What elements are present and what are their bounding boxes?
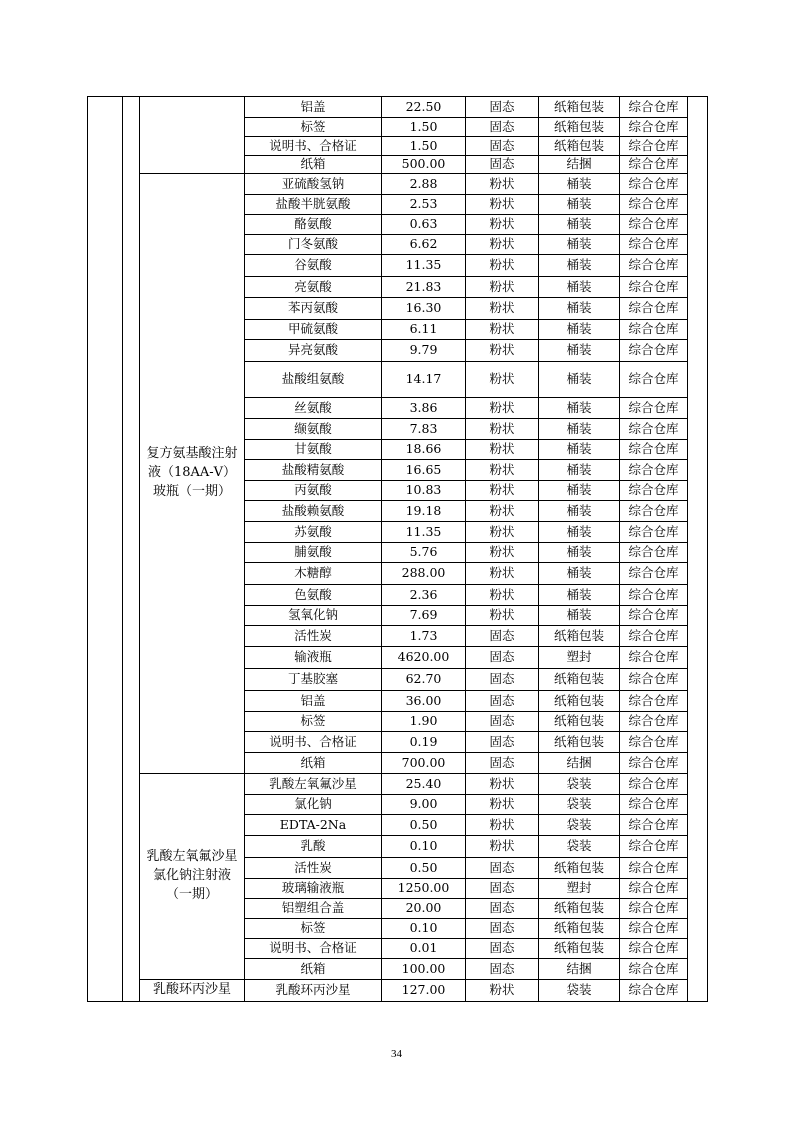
storage-location: 综合仓库	[620, 419, 688, 440]
packaging: 桶装	[539, 440, 620, 460]
packaging: 桶装	[539, 419, 620, 440]
packaging: 桶装	[539, 563, 620, 585]
packaging: 桶装	[539, 362, 620, 398]
table-row	[88, 97, 708, 118]
table-row	[88, 980, 708, 1002]
material-name: 亮氨酸	[245, 277, 382, 298]
storage-location: 综合仓库	[620, 156, 688, 174]
material-name: 丙氨酸	[245, 481, 382, 501]
physical-form: 粉状	[466, 195, 539, 215]
packaging: 塑封	[539, 879, 620, 899]
packaging: 袋装	[539, 815, 620, 836]
storage-location: 综合仓库	[620, 460, 688, 481]
material-name: 说明书、合格证	[245, 732, 382, 753]
material-name: 活性炭	[245, 626, 382, 647]
physical-form: 粉状	[466, 340, 539, 362]
storage-location: 综合仓库	[620, 939, 688, 959]
packaging: 纸箱包装	[539, 137, 620, 156]
quantity: 1.73	[382, 626, 466, 647]
material-name: 玻璃输液瓶	[245, 879, 382, 899]
material-name: 标签	[245, 919, 382, 939]
packaging: 纸箱包装	[539, 691, 620, 712]
packaging: 桶装	[539, 195, 620, 215]
quantity: 9.79	[382, 340, 466, 362]
material-name: 纸箱	[245, 959, 382, 980]
packaging: 纸箱包装	[539, 669, 620, 691]
quantity: 11.35	[382, 255, 466, 277]
product-name: 乳酸环丙沙星	[140, 980, 245, 1002]
material-name: 盐酸赖氨酸	[245, 501, 382, 522]
storage-location: 综合仓库	[620, 647, 688, 669]
material-name: 酪氨酸	[245, 215, 382, 235]
material-name: 盐酸半胱氨酸	[245, 195, 382, 215]
material-name: 铝盖	[245, 97, 382, 118]
material-name: 氢氧化钠	[245, 606, 382, 626]
physical-form: 粉状	[466, 440, 539, 460]
physical-form: 固态	[466, 691, 539, 712]
physical-form: 固态	[466, 712, 539, 732]
quantity: 9.00	[382, 795, 466, 815]
packaging: 结捆	[539, 156, 620, 174]
packaging: 纸箱包装	[539, 97, 620, 118]
storage-location: 综合仓库	[620, 899, 688, 919]
physical-form: 固态	[466, 879, 539, 899]
storage-location: 综合仓库	[620, 980, 688, 1002]
material-name: 乳酸	[245, 836, 382, 858]
storage-location: 综合仓库	[620, 501, 688, 522]
materials-table	[87, 96, 708, 1002]
packaging: 塑封	[539, 647, 620, 669]
physical-form: 粉状	[466, 501, 539, 522]
packaging: 袋装	[539, 795, 620, 815]
packaging: 桶装	[539, 585, 620, 606]
packaging: 桶装	[539, 522, 620, 543]
physical-form: 粉状	[466, 255, 539, 277]
physical-form: 固态	[466, 156, 539, 174]
physical-form: 粉状	[466, 362, 539, 398]
product-name	[140, 97, 245, 174]
quantity: 2.88	[382, 174, 466, 195]
physical-form: 粉状	[466, 795, 539, 815]
quantity: 16.30	[382, 298, 466, 320]
packaging: 纸箱包装	[539, 626, 620, 647]
quantity: 0.50	[382, 815, 466, 836]
storage-location: 综合仓库	[620, 563, 688, 585]
page-number: 34	[391, 1048, 402, 1060]
physical-form: 粉状	[466, 277, 539, 298]
material-name: 说明书、合格证	[245, 137, 382, 156]
quantity: 16.65	[382, 460, 466, 481]
material-name: 纸箱	[245, 753, 382, 774]
quantity: 0.10	[382, 919, 466, 939]
storage-location: 综合仓库	[620, 398, 688, 419]
physical-form: 粉状	[466, 398, 539, 419]
storage-location: 综合仓库	[620, 959, 688, 980]
physical-form: 粉状	[466, 460, 539, 481]
physical-form: 粉状	[466, 235, 539, 255]
packaging: 纸箱包装	[539, 858, 620, 879]
storage-location: 综合仓库	[620, 606, 688, 626]
material-name: 标签	[245, 118, 382, 137]
physical-form: 粉状	[466, 585, 539, 606]
material-name: 苯丙氨酸	[245, 298, 382, 320]
material-name: 甘氨酸	[245, 440, 382, 460]
physical-form: 固态	[466, 939, 539, 959]
quantity: 11.35	[382, 522, 466, 543]
quantity: 19.18	[382, 501, 466, 522]
material-name: 氯化钠	[245, 795, 382, 815]
packaging: 结捆	[539, 959, 620, 980]
physical-form: 固态	[466, 137, 539, 156]
material-name: 异亮氨酸	[245, 340, 382, 362]
physical-form: 粉状	[466, 563, 539, 585]
quantity: 18.66	[382, 440, 466, 460]
quantity: 0.01	[382, 939, 466, 959]
material-name: 铝盖	[245, 691, 382, 712]
physical-form: 粉状	[466, 774, 539, 795]
material-name: 亚硫酸氢钠	[245, 174, 382, 195]
quantity: 0.50	[382, 858, 466, 879]
storage-location: 综合仓库	[620, 320, 688, 340]
packaging: 桶装	[539, 340, 620, 362]
physical-form: 粉状	[466, 815, 539, 836]
storage-location: 综合仓库	[620, 585, 688, 606]
quantity: 2.36	[382, 585, 466, 606]
material-name: 缬氨酸	[245, 419, 382, 440]
physical-form: 固态	[466, 669, 539, 691]
physical-form: 固态	[466, 919, 539, 939]
material-name: 盐酸精氨酸	[245, 460, 382, 481]
storage-location: 综合仓库	[620, 691, 688, 712]
packaging: 结捆	[539, 753, 620, 774]
storage-location: 综合仓库	[620, 97, 688, 118]
packaging: 桶装	[539, 215, 620, 235]
quantity: 0.19	[382, 732, 466, 753]
storage-location: 综合仓库	[620, 543, 688, 563]
material-name: 谷氨酸	[245, 255, 382, 277]
quantity: 1.50	[382, 118, 466, 137]
packaging: 纸箱包装	[539, 118, 620, 137]
storage-location: 综合仓库	[620, 277, 688, 298]
storage-location: 综合仓库	[620, 669, 688, 691]
table-row	[88, 174, 708, 195]
physical-form: 粉状	[466, 320, 539, 340]
material-name: 乳酸左氧氟沙星	[245, 774, 382, 795]
quantity: 127.00	[382, 980, 466, 1002]
packaging: 桶装	[539, 298, 620, 320]
packaging: 袋装	[539, 774, 620, 795]
quantity: 0.63	[382, 215, 466, 235]
quantity: 288.00	[382, 563, 466, 585]
material-name: 脯氨酸	[245, 543, 382, 563]
storage-location: 综合仓库	[620, 118, 688, 137]
physical-form: 粉状	[466, 174, 539, 195]
physical-form: 粉状	[466, 836, 539, 858]
physical-form: 粉状	[466, 481, 539, 501]
storage-location: 综合仓库	[620, 440, 688, 460]
packaging: 桶装	[539, 501, 620, 522]
storage-location: 综合仓库	[620, 174, 688, 195]
physical-form: 固态	[466, 732, 539, 753]
quantity: 14.17	[382, 362, 466, 398]
material-name: 乳酸环丙沙星	[245, 980, 382, 1002]
product-name: 乳酸左氧氟沙星氯化钠注射液（一期）	[140, 774, 245, 980]
packaging: 袋装	[539, 980, 620, 1002]
storage-location: 综合仓库	[620, 858, 688, 879]
quantity: 21.83	[382, 277, 466, 298]
storage-location: 综合仓库	[620, 235, 688, 255]
storage-location: 综合仓库	[620, 732, 688, 753]
packaging: 纸箱包装	[539, 712, 620, 732]
storage-location: 综合仓库	[620, 522, 688, 543]
material-name: 活性炭	[245, 858, 382, 879]
physical-form: 粉状	[466, 419, 539, 440]
physical-form: 固态	[466, 959, 539, 980]
packaging: 桶装	[539, 235, 620, 255]
storage-location: 综合仓库	[620, 774, 688, 795]
physical-form: 固态	[466, 647, 539, 669]
quantity: 25.40	[382, 774, 466, 795]
packaging: 桶装	[539, 460, 620, 481]
storage-location: 综合仓库	[620, 919, 688, 939]
material-name: 丁基胶塞	[245, 669, 382, 691]
storage-location: 综合仓库	[620, 481, 688, 501]
packaging: 桶装	[539, 277, 620, 298]
physical-form: 固态	[466, 858, 539, 879]
material-name: 甲硫氨酸	[245, 320, 382, 340]
quantity: 7.83	[382, 419, 466, 440]
packaging: 纸箱包装	[539, 919, 620, 939]
packaging: 桶装	[539, 174, 620, 195]
material-name: 门冬氨酸	[245, 235, 382, 255]
packaging: 桶装	[539, 320, 620, 340]
quantity: 1.50	[382, 137, 466, 156]
storage-location: 综合仓库	[620, 712, 688, 732]
storage-location: 综合仓库	[620, 340, 688, 362]
quantity: 2.53	[382, 195, 466, 215]
storage-location: 综合仓库	[620, 753, 688, 774]
physical-form: 粉状	[466, 215, 539, 235]
physical-form: 固态	[466, 626, 539, 647]
physical-form: 粉状	[466, 980, 539, 1002]
packaging: 桶装	[539, 543, 620, 563]
storage-location: 综合仓库	[620, 255, 688, 277]
packaging: 桶装	[539, 481, 620, 501]
quantity: 6.11	[382, 320, 466, 340]
quantity: 1250.00	[382, 879, 466, 899]
storage-location: 综合仓库	[620, 137, 688, 156]
storage-location: 综合仓库	[620, 879, 688, 899]
packaging: 纸箱包装	[539, 732, 620, 753]
physical-form: 固态	[466, 118, 539, 137]
product-name: 复方氨基酸注射液（18AA-Ⅴ）玻瓶（一期）	[140, 174, 245, 774]
storage-location: 综合仓库	[620, 626, 688, 647]
physical-form: 固态	[466, 753, 539, 774]
material-name: 纸箱	[245, 156, 382, 174]
quantity: 100.00	[382, 959, 466, 980]
packaging: 纸箱包装	[539, 939, 620, 959]
quantity: 22.50	[382, 97, 466, 118]
material-name: 输液瓶	[245, 647, 382, 669]
storage-location: 综合仓库	[620, 795, 688, 815]
physical-form: 固态	[466, 97, 539, 118]
quantity: 700.00	[382, 753, 466, 774]
table-row	[88, 774, 708, 795]
storage-location: 综合仓库	[620, 195, 688, 215]
physical-form: 粉状	[466, 522, 539, 543]
physical-form: 粉状	[466, 543, 539, 563]
category-column	[88, 97, 123, 1002]
quantity: 1.90	[382, 712, 466, 732]
quantity: 5.76	[382, 543, 466, 563]
material-name: 色氨酸	[245, 585, 382, 606]
packaging: 桶装	[539, 606, 620, 626]
material-name: 苏氨酸	[245, 522, 382, 543]
storage-location: 综合仓库	[620, 215, 688, 235]
quantity: 62.70	[382, 669, 466, 691]
material-name: EDTA-2Na	[245, 815, 382, 836]
quantity: 4620.00	[382, 647, 466, 669]
quantity: 0.10	[382, 836, 466, 858]
material-name: 说明书、合格证	[245, 939, 382, 959]
material-name: 铝塑组合盖	[245, 899, 382, 919]
material-name: 木糖醇	[245, 563, 382, 585]
packaging: 桶装	[539, 255, 620, 277]
material-name: 盐酸组氨酸	[245, 362, 382, 398]
physical-form: 固态	[466, 899, 539, 919]
packaging: 桶装	[539, 398, 620, 419]
quantity: 6.62	[382, 235, 466, 255]
quantity: 36.00	[382, 691, 466, 712]
storage-location: 综合仓库	[620, 298, 688, 320]
material-name: 标签	[245, 712, 382, 732]
quantity: 500.00	[382, 156, 466, 174]
quantity: 10.83	[382, 481, 466, 501]
packaging: 袋装	[539, 836, 620, 858]
material-name: 丝氨酸	[245, 398, 382, 419]
quantity: 20.00	[382, 899, 466, 919]
quantity: 7.69	[382, 606, 466, 626]
storage-location: 综合仓库	[620, 815, 688, 836]
physical-form: 粉状	[466, 298, 539, 320]
quantity: 3.86	[382, 398, 466, 419]
storage-location: 综合仓库	[620, 836, 688, 858]
physical-form: 粉状	[466, 606, 539, 626]
packaging: 纸箱包装	[539, 899, 620, 919]
remarks-column	[688, 97, 708, 1002]
storage-location: 综合仓库	[620, 362, 688, 398]
sub-category-column	[123, 97, 140, 1002]
